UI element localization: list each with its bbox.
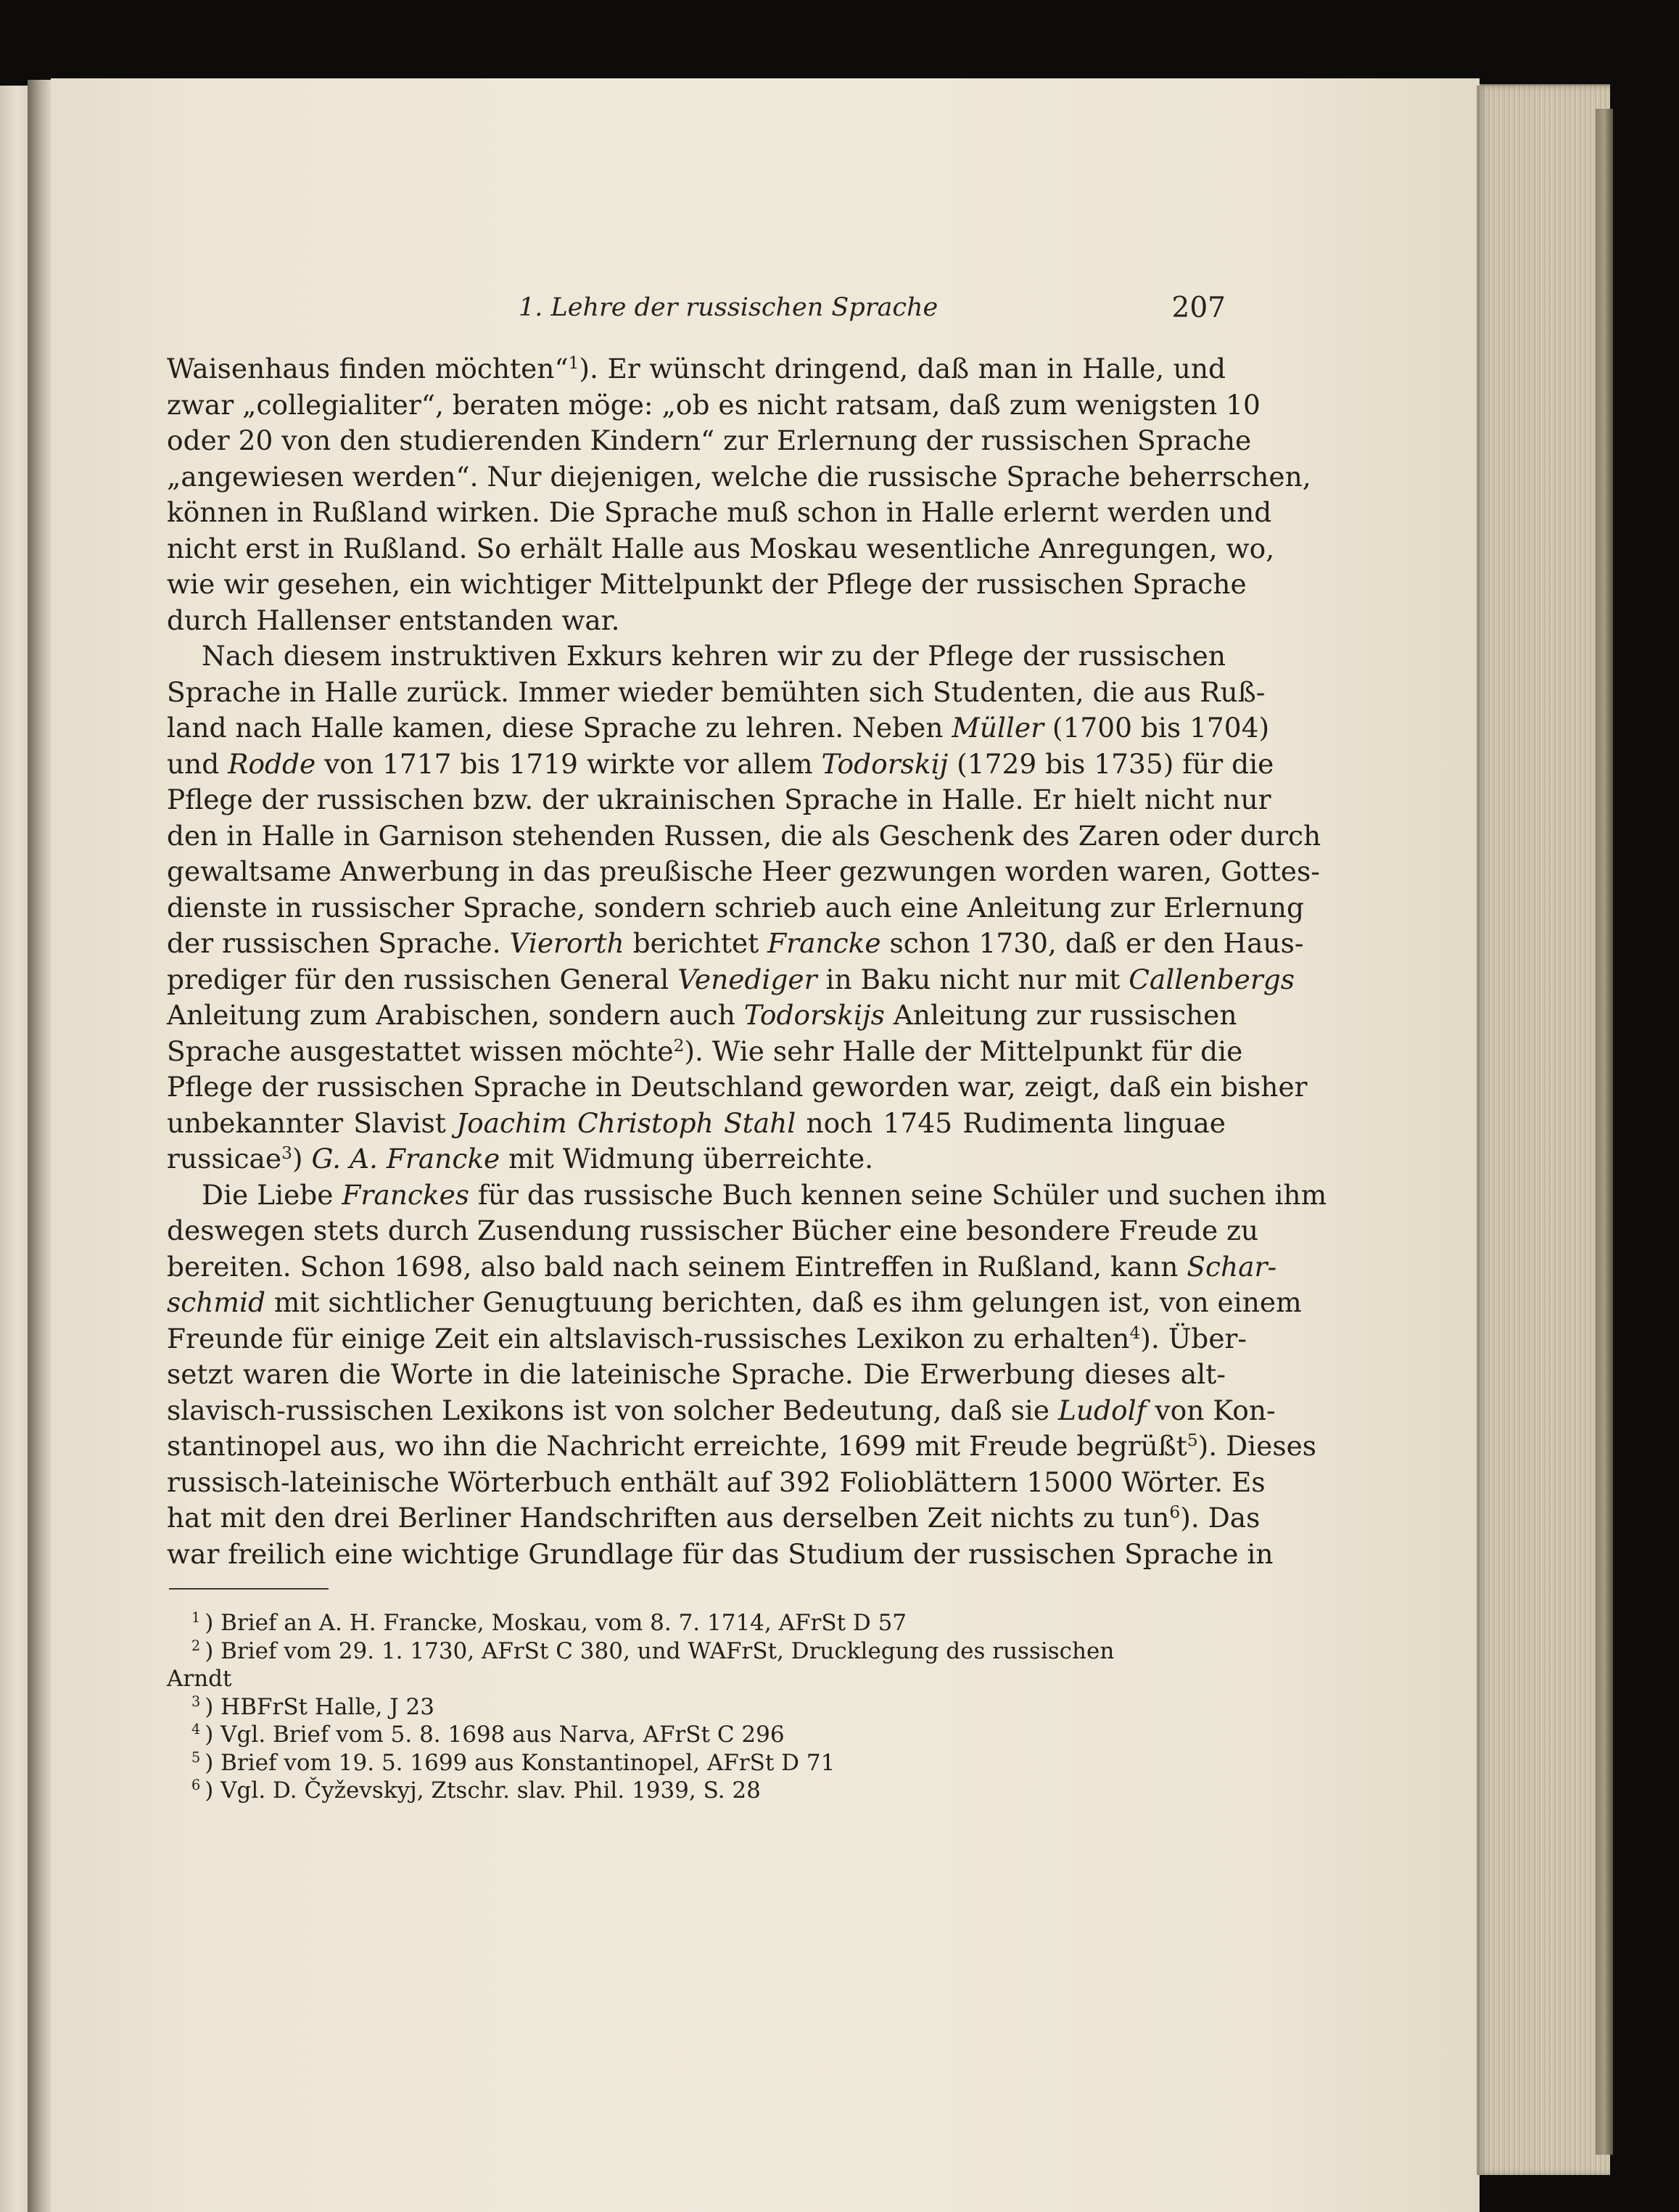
text-run: Nach diesem instruktiven Exkurs kehren wir zu der Pflege der russischen xyxy=(202,640,1226,672)
text-run: noch 1745 Rudimenta linguae xyxy=(796,1106,1226,1139)
footnote-ref: 4 xyxy=(1129,1323,1141,1343)
footnote-paren: ) xyxy=(205,1777,221,1804)
text-line xyxy=(167,1141,1226,1177)
text-run: von Kon- xyxy=(1146,1394,1276,1426)
text-run: slavisch-russischen Lexikons ist von solcher Bedeutung, daß sie xyxy=(167,1394,1058,1426)
text-line xyxy=(167,351,1226,387)
text-line xyxy=(167,926,1304,962)
text-run: war freilich eine wichtige Grundlage für das Studium der russischen Sprache in xyxy=(167,1537,1274,1570)
footnote-ref: 5 xyxy=(1187,1431,1198,1451)
text-run: mit Widmung überreichte. xyxy=(500,1143,874,1175)
text-run: gewaltsame Anwerbung in das preußische Heer gezwungen worden waren, Gottes- xyxy=(167,855,1320,887)
text-run: können in Rußland wirken. Die Sprache muß schon in Halle erlernt werden und xyxy=(167,496,1272,528)
text-line xyxy=(167,1177,1327,1214)
text-line xyxy=(167,495,1272,531)
footnote-text: Brief vom 19. 5. 1699 aus Konstantinopel, AFrSt D 71 xyxy=(220,1749,836,1776)
footnote-mark: 2 xyxy=(191,1637,201,1654)
text-line xyxy=(167,1321,1247,1357)
text-run: russisch-lateinische Wörterbuch enthält auf 392 Folioblättern 15000 Wörter. Es xyxy=(167,1465,1266,1498)
text-run: ) xyxy=(292,1143,312,1175)
text-run: ). Er wünscht dringend, daß man in Halle, und xyxy=(579,353,1226,385)
text-run: ). Über- xyxy=(1140,1322,1247,1354)
footnotes xyxy=(167,1609,1226,1805)
footnote-rule xyxy=(169,1588,329,1590)
italic-name: Callenbergs xyxy=(1129,963,1295,995)
text-run: von 1717 bis 1719 wirkte vor allem xyxy=(315,747,822,780)
italic-name: Vierorth xyxy=(509,927,624,959)
italic-name: Venediger xyxy=(677,963,817,995)
text-line xyxy=(167,459,1311,496)
footnote-paren: ) xyxy=(205,1610,221,1636)
text-run: ). Dieses xyxy=(1197,1430,1317,1462)
text-line xyxy=(167,747,1274,783)
footnote-ref: 3 xyxy=(281,1143,292,1164)
text-run: Anleitung zum Arabischen, sondern auch xyxy=(167,999,744,1031)
text-line xyxy=(167,567,1247,603)
italic-name: schmid xyxy=(167,1286,265,1318)
text-line xyxy=(167,1465,1266,1501)
footnote xyxy=(167,1721,1226,1749)
text-run: den in Halle in Garnison stehenden Russen, die als Geschenk des Zaren oder durch xyxy=(167,819,1321,852)
italic-name: Joachim Christoph Stahl xyxy=(456,1106,796,1139)
text-run: land nach Halle kamen, diese Sprache zu lehren. Neben xyxy=(167,712,952,744)
running-header xyxy=(167,292,1226,335)
text-run: Anleitung zur russischen xyxy=(884,999,1237,1031)
text-line xyxy=(167,1537,1274,1573)
text-run: Sprache in Halle zurück. Immer wieder bemühten sich Studenten, die aus Ruß- xyxy=(167,675,1266,708)
text-run: Sprache ausgestattet wissen möchte xyxy=(167,1035,674,1067)
gutter-shadow xyxy=(28,80,52,2212)
footnote-ref: 1 xyxy=(568,353,579,374)
left-page-edge xyxy=(0,86,28,2212)
text-run: nicht erst in Rußland. So erhält Halle aus Moskau wesentliche Anregungen, wo, xyxy=(167,532,1275,564)
text-line xyxy=(167,531,1275,567)
footnote-ref: 6 xyxy=(1169,1502,1181,1523)
text-run: zwar „collegialiter“, beraten möge: „ob es nicht ratsam, daß zum wenigsten 10 xyxy=(167,388,1261,421)
text-run: ). Wie sehr Halle der Mittelpunkt für die xyxy=(684,1035,1243,1067)
footnote xyxy=(167,1749,1226,1777)
text-line xyxy=(167,603,1226,639)
text-line xyxy=(167,1428,1317,1465)
footnote-continuation: Arndt xyxy=(167,1666,232,1692)
footnote-mark: 5 xyxy=(191,1748,201,1766)
text-run: bereiten. Schon 1698, also bald nach seinem Eintreffen in Rußland, kann xyxy=(167,1250,1187,1283)
text-line xyxy=(167,1393,1276,1429)
footnote-text: Brief an A. H. Francke, Moskau, vom 8. 7. 1714, AFrSt D 57 xyxy=(220,1610,907,1636)
footnote-text: Vgl. Brief vom 5. 8. 1698 aus Narva, AFrSt C 296 xyxy=(220,1722,785,1748)
text-line xyxy=(167,1034,1243,1070)
italic-name: Francke xyxy=(767,927,881,959)
footnote-paren: ) xyxy=(205,1693,221,1720)
text-run: unbekannter Slavist xyxy=(167,1106,457,1139)
text-run: ). Das xyxy=(1180,1502,1261,1534)
text-line xyxy=(167,387,1261,424)
main-text xyxy=(167,351,1327,1572)
footnote-text: HBFrSt Halle, J 23 xyxy=(220,1693,434,1720)
text-line xyxy=(167,1249,1277,1286)
footnote xyxy=(167,1637,1226,1666)
text-run: setzt waren die Worte in die lateinische Sprache. Die Erwerbung dieses alt- xyxy=(167,1358,1226,1390)
text-run: hat mit den drei Berliner Handschriften aus derselben Zeit nichts zu tun xyxy=(167,1502,1170,1534)
text-run: durch Hallenser entstanden war. xyxy=(167,604,620,636)
italic-name: Schar- xyxy=(1187,1250,1277,1283)
text-line xyxy=(167,1069,1308,1106)
chapter-title: 1. Lehre der russischen Sprache xyxy=(519,293,938,322)
text-run: Pflege der russischen Sprache in Deutschland geworden war, zeigt, daß ein bisher xyxy=(167,1071,1308,1103)
footnote-mark: 6 xyxy=(191,1777,201,1794)
text-run: und xyxy=(167,747,228,780)
italic-name: Franckes xyxy=(342,1178,470,1211)
text-run: berichtet xyxy=(624,927,768,959)
text-line xyxy=(167,1357,1226,1393)
text-run: Pflege der russischen bzw. der ukrainischen Sprache in Halle. Er hielt nicht nur xyxy=(167,784,1271,815)
text-run: Waisenhaus finden möchten“ xyxy=(167,353,569,385)
footnote-mark: 3 xyxy=(191,1693,201,1710)
text-run: stantinopel aus, wo ihn die Nachricht erreichte, 1699 mit Freude begrüßt xyxy=(167,1430,1187,1462)
text-line xyxy=(167,710,1270,747)
text-line xyxy=(167,1213,1258,1249)
footnote-paren: ) xyxy=(205,1749,221,1776)
text-line xyxy=(167,1106,1226,1142)
footnote xyxy=(167,1777,1226,1805)
text-run: oder 20 von den studierenden Kindern“ zur Erlernung der russischen Sprache xyxy=(167,424,1252,456)
italic-name: Ludolf xyxy=(1058,1394,1147,1426)
text-line xyxy=(167,1500,1261,1537)
text-run: mit sichtlicher Genugtuung berichten, daß es ihm gelungen ist, von einem xyxy=(265,1286,1302,1318)
footnote-ref: 2 xyxy=(673,1035,685,1056)
footnote xyxy=(167,1609,1226,1637)
text-line xyxy=(167,818,1321,855)
text-line xyxy=(167,423,1252,459)
text-run: Die Liebe xyxy=(202,1178,342,1211)
text-line xyxy=(167,998,1237,1034)
footnote-text: Brief vom 29. 1. 1730, AFrSt C 380, und WAFrSt, Drucklegung des russischen xyxy=(220,1637,1115,1664)
text-run: prediger für den russischen General xyxy=(167,963,678,995)
text-run: (1700 bis 1704) xyxy=(1044,712,1270,744)
text-line xyxy=(167,782,1271,818)
text-run: Freunde für einige Zeit ein altslavisch-russisches Lexikon zu erhalten xyxy=(167,1322,1130,1354)
text-run: (1729 bis 1735) für die xyxy=(948,747,1274,780)
footnote-mark: 4 xyxy=(191,1721,201,1738)
text-line xyxy=(167,854,1320,890)
text-run: für das russische Buch kennen seine Schüler und suchen ihm xyxy=(469,1178,1327,1211)
text-line xyxy=(167,890,1304,926)
text-run: „angewiesen werden“. Nur diejenigen, welche die russische Sprache beherrschen, xyxy=(167,460,1311,493)
italic-name: Todorskij xyxy=(821,747,949,780)
page-stack-edges xyxy=(1477,86,1610,2175)
text-line xyxy=(167,1285,1302,1321)
footnote-paren: ) xyxy=(205,1722,221,1748)
footnote-paren: ) xyxy=(205,1637,221,1664)
footnote-mark: 1 xyxy=(191,1609,201,1627)
italic-name: Todorskijs xyxy=(743,999,885,1031)
book-cover-edge xyxy=(1596,109,1613,2155)
text-run: dienste in russischer Sprache, sondern schrieb auch eine Anleitung zur Erlernung xyxy=(167,891,1304,924)
footnote xyxy=(167,1693,1226,1722)
text-run: deswegen stets durch Zusendung russischer Bücher eine besondere Freude zu xyxy=(167,1214,1258,1246)
footnote-text: Vgl. D. Čyževskyj, Ztschr. slav. Phil. 1939, S. 28 xyxy=(220,1777,761,1804)
text-run: wie wir gesehen, ein wichtiger Mittelpunkt der Pflege der russischen Sprache xyxy=(167,568,1247,600)
text-run: schon 1730, daß er den Haus- xyxy=(880,927,1304,959)
text-line xyxy=(167,675,1266,711)
page-number: 207 xyxy=(1171,292,1226,324)
text-line xyxy=(167,638,1226,675)
italic-name: Müller xyxy=(952,712,1044,744)
text-run: in Baku nicht nur mit xyxy=(817,963,1129,995)
italic-name: Rodde xyxy=(228,747,316,780)
text-run: der russischen Sprache. xyxy=(167,927,510,959)
italic-name: G. A. Francke xyxy=(311,1143,500,1175)
text-run: russicae xyxy=(167,1143,282,1175)
text-line xyxy=(167,962,1295,998)
